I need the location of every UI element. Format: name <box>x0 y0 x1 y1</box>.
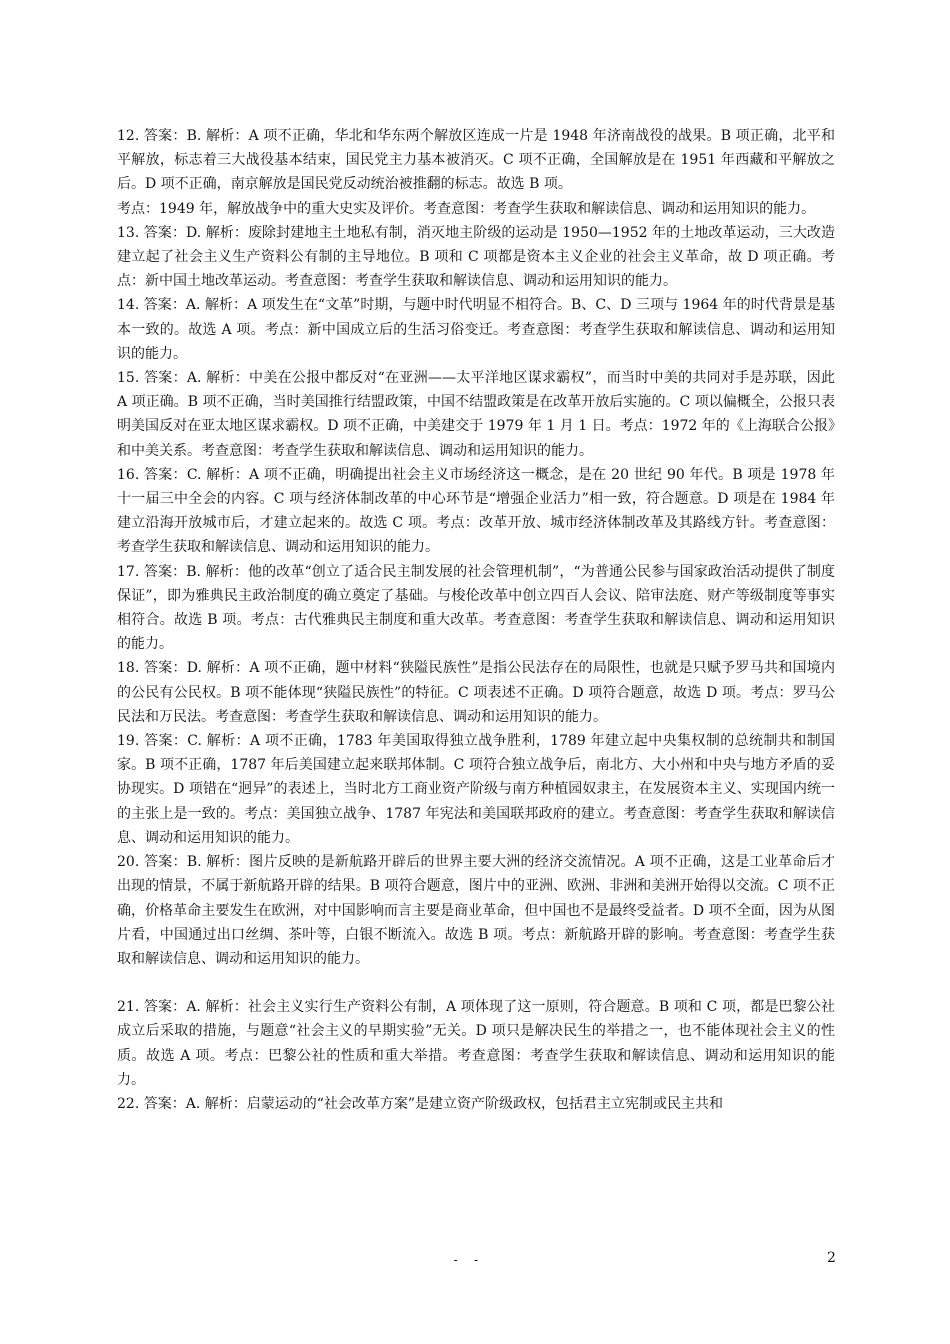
answer-12-kaodian: 考点：1949 年，解放战争中的重大史实及评价。考查意图：考查学生获取和解读信息、调动和运用知识的能力。 <box>117 200 816 217</box>
answer-14: 14. 答案：A. 解析：A 项发生在“文革”时期，与题中时代明显不相符合。B、C、D 三项与 1964 年的时代背景是基本一致的。故选 A 项。考点：新中国成立后的生活习俗变迁。考查意图：考查学生获取和解读信息、调动和运用知识的能力。 <box>117 297 835 362</box>
answer-19: 19. 答案：C. 解析：A 项不正确，1783 年美国取得独立战争胜利，1789 年建立起中央集权制的总统制共和制国家。B 项不正确，1787 年后美国建立起来联邦体制。C 项符合独立战争后，南北方、大小州和中央与地方矛盾的妥协现实。D 项错在“迥异”的表述上，当时北方工商业资产阶级与南方种植园奴隶主，在发展资本主义、实现国内统一的主张上是一致的。考点：美国独立战争、1787 年宪法和美国联邦政府的建立。考查意图：考查学生获取和解读信息、调动和运用知识的能力。 <box>117 733 835 846</box>
answer-13: 13. 答案：D. 解析：废除封建地主土地私有制，消灭地主阶级的运动是 1950—1952 年的土地改革运动，三大改造建立起了社会主义生产资料公有制的主导地位。B 项和 C 项都是资本主义企业的社会主义革命，故 D 项正确。考点：新中国土地改革运动。考查意图：考查学生获取和解读信息、调动和运用知识的能力。 <box>117 224 835 290</box>
footer-center-mark: - - <box>452 1253 483 1267</box>
answer-22: 22. 答案：A. 解析：启蒙运动的“社会改革方案”是建立资产阶级政权，包括君主立宪制或民主共和 <box>117 1095 724 1112</box>
answer-12: 12. 答案：B. 解析：A 项不正确，华北和华东两个解放区连成一片是 1948 年济南战役的战果。B 项正确，北平和平解放，标志着三大战役基本结束，国民党主力基本被消灭。C 项不正确，全国解放是在 1951 年西藏和平解放之后。D 项不正确，南京解放是国民党反动统治被推翻的标志。故选 B 项。 <box>117 128 835 193</box>
answer-key-body <box>117 124 835 1116</box>
answer-21: 21. 答案：A. 解析：社会主义实行生产资料公有制，A 项体现了这一原则，符合题意。B 项和 C 项，都是巴黎公社成立后采取的措施，与题意“社会主义的早期实验”无关。D 项只是解决民生的举措之一，也不能体现社会主义的性质。故选 A 项。考点：巴黎公社的性质和重大举措。考查意图：考查学生获取和解读信息、调动和运用知识的能力。 <box>117 999 835 1088</box>
answer-15: 15. 答案：A. 解析：中美在公报中都反对“在亚洲——太平洋地区谋求霸权”，而当时中美的共同对手是苏联，因此 A 项正确。B 项不正确，当时美国推行结盟政策，中国不结盟政策是在改革开放后实施的。C 项以偏概全，公报只表明美国反对在亚太地区谋求霸权。D 项不正确，中美建交于 1979 年 1 月 1 日。考点：1972 年的《上海联合公报》和中美关系。考查意图：考查学生获取和解读信息、调动和运用知识的能力。 <box>117 370 835 459</box>
page-number: 2 <box>827 1250 836 1266</box>
answer-16: 16. 答案：C. 解析：A 项不正确，明确提出社会主义市场经济这一概念，是在 20 世纪 90 年代。B 项是 1978 年十一届三中全会的内容。C 项与经济体制改革的中心环节是“增强企业活力”相一致，符合题意。D 项是在 1984 年建立沿海开放城市后，才建立起来的。故选 C 项。考点：改革开放、城市经济体制改革及其路线方针。考查意图：考查学生获取和解读信息、调动和运用知识的能力。 <box>117 466 835 556</box>
answer-20: 20. 答案：B. 解析：图片反映的是新航路开辟后的世界主要大洲的经济交流情况。A 项不正确，这是工业革命后才出现的情景，不属于新航路开辟的结果。B 项符合题意，图片中的亚洲、欧洲、非洲和美洲开始得以交流。C 项不正确，价格革命主要发生在欧洲，对中国影响而言主要是商业革命，但中国也不是最终受益者。D 项不全面，因为从图片看，中国通过出口丝绸、茶叶等，白银不断流入。故选 B 项。考点：新航路开辟的影响。考查意图：考查学生获取和解读信息、调动和运用知识的能力。 <box>117 854 835 967</box>
paragraph-gap <box>117 971 835 995</box>
answer-17: 17. 答案：B. 解析：他的改革“创立了适合民主制发展的社会管理机制”，“为普通公民参与国家政治活动提供了制度保证”，即为雅典民主政治制度的确立奠定了基础。与梭伦改革中创立四百人会议、陪审法庭、财产等级制度等事实相符合。故选 B 项。考点：古代雅典民主制度和重大改革。考查意图：考查学生获取和解读信息、调动和运用知识的能力。 <box>117 563 835 653</box>
answer-18: 18. 答案：D. 解析：A 项不正确，题中材料“狭隘民族性”是指公民法存在的局限性，也就是只赋予罗马共和国境内的公民有公民权。B 项不能体现“狭隘民族性”的特征。C 项表述不正确。D 项符合题意，故选 D 项。考点：罗马公民法和万民法。考查意图：考查学生获取和解读信息、调动和运用知识的能力。 <box>117 660 835 725</box>
